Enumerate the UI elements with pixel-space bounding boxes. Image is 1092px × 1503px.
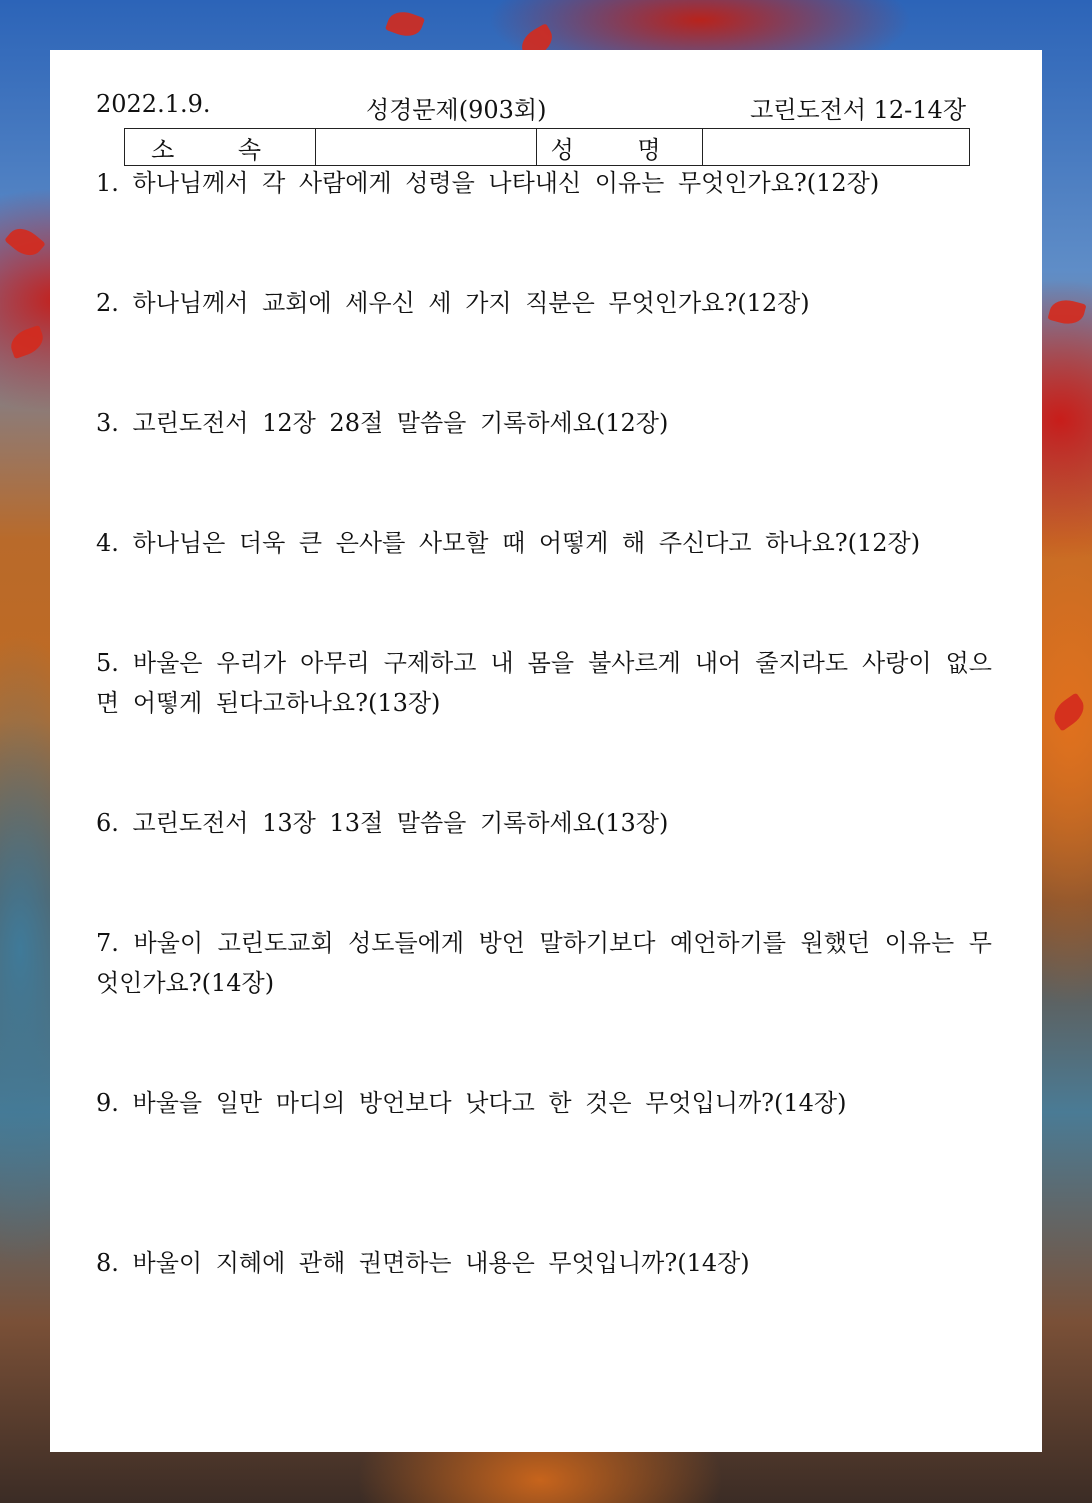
question-8: 8. 바울이 지혜에 관해 권면하는 내용은 무엇입니까?(14장) (96, 1249, 750, 1277)
quiz-title: 성경문제(903회) (366, 96, 547, 124)
background-leaf (385, 7, 425, 41)
question-9: 9. 바울을 일만 마디의 방언보다 낫다고 한 것은 무엇입니까?(14장) (96, 1089, 847, 1117)
name-field[interactable] (702, 129, 969, 166)
student-info-table (124, 128, 970, 166)
background-leaf (4, 222, 45, 262)
question-6: 6. 고린도전서 13장 13절 말씀을 기록하세요(13장) (96, 809, 669, 837)
question-2: 2. 하나님께서 교회에 세우신 세 가지 직분은 무엇인가요?(12장) (96, 289, 810, 317)
question-1: 1. 하나님께서 각 사람에게 성령을 나타내신 이유는 무엇인가요?(12장) (96, 169, 880, 197)
quiz-date: 2022.1.9. (96, 90, 211, 118)
question-7: 7. 바울이 고린도교회 성도들에게 방언 말하기보다 예언하기를 원했던 이유는 무엇인가요?(14장) (96, 929, 992, 997)
question-5: 5. 바울은 우리가 아무리 구제하고 내 몸을 불사르게 내어 줄지라도 사랑이 없으면 어떻게 된다고하나요?(13장) (96, 649, 992, 717)
quiz-sheet (50, 50, 1042, 1452)
affiliation-label: 소 속 (125, 129, 316, 166)
question-3: 3. 고린도전서 12장 28절 말씀을 기록하세요(12장) (96, 409, 669, 437)
question-4: 4. 하나님은 더욱 큰 은사를 사모할 때 어떻게 해 주신다고 하나요?(12장) (96, 529, 921, 557)
affiliation-field[interactable] (316, 129, 537, 166)
background-leaf (1048, 692, 1090, 731)
name-label: 성 명 (537, 129, 702, 166)
sheet-header (96, 90, 966, 126)
background-leaf (1047, 296, 1086, 328)
quiz-scope: 고린도전서 12-14장 (750, 96, 966, 124)
background-leaf (7, 325, 47, 359)
